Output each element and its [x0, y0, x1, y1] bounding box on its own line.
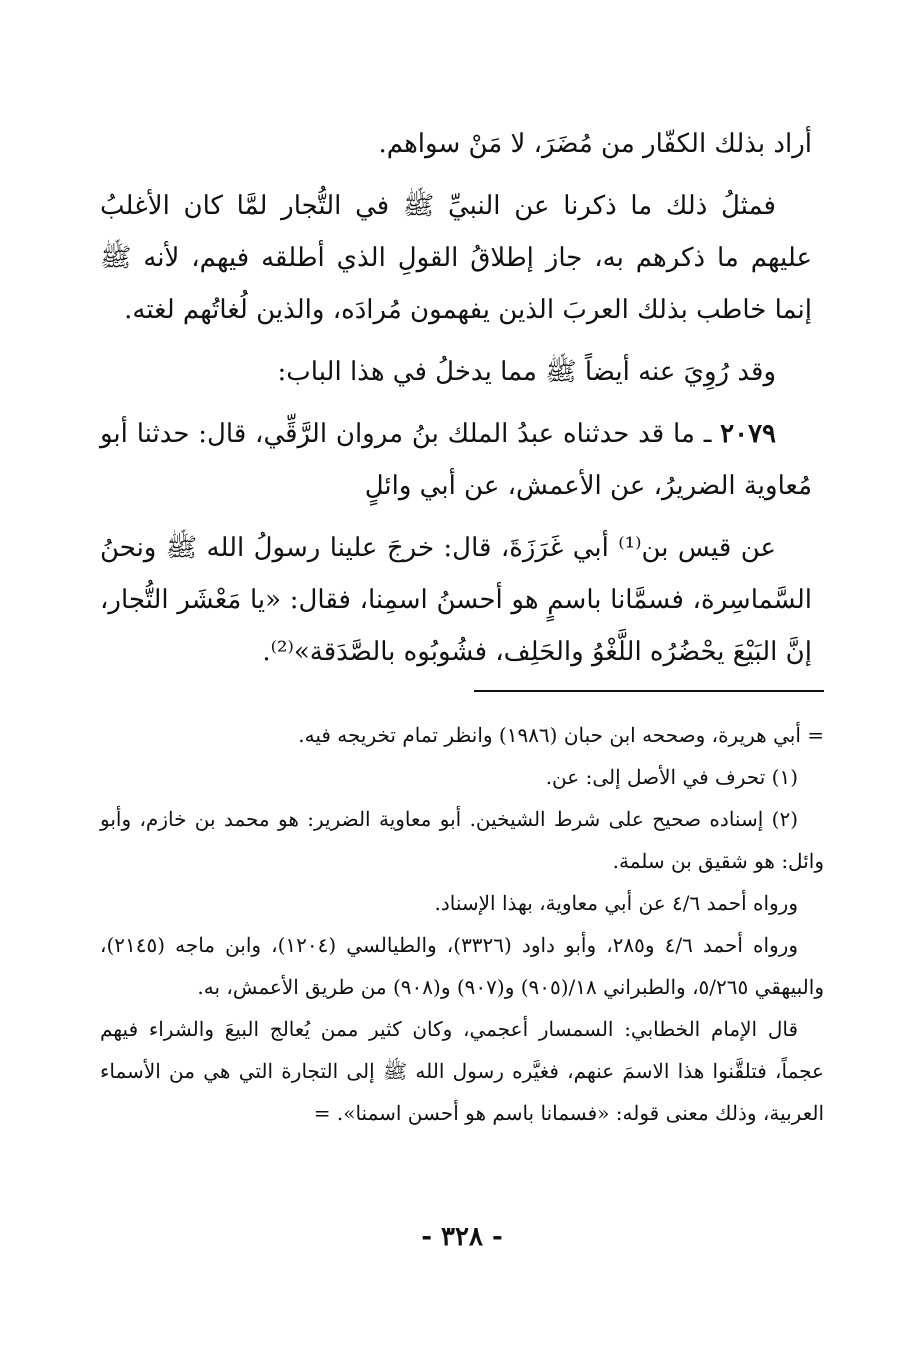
footnotes [100, 714, 824, 1134]
hadith-isnad: ـ ما قد حدثناه عبدُ الملك بنُ مروان الرَّقِّي، قال: حدثنا أبو مُعاوية الضريرُ، عن الأعمش، عن أبي وائلٍ [100, 419, 812, 501]
paragraph-2: فمثلُ ذلك ما ذكرنا عن النبيِّ ﷺ في التُّجار لمَّا كان الأغلبُ عليهم ما ذكرهم به، جاز إطلاقُ القولِ الذي أطلقه فيهم، لأنه ﷺ إنما خاطب بذلك العربَ الذين يفهمون مُرادَه، والذين لُغاتُهم لغته. [100, 191, 812, 325]
main-text [100, 118, 812, 678]
footnote-separator [474, 690, 824, 692]
footnote-2-ref-1: ورواه أحمد ٤/٦ عن أبي معاوية، بهذا الإسناد. [434, 891, 798, 915]
hadith-matn: عن قيس بن⁽¹⁾ أبي غَرَزَةَ، قال: خرجَ علينا رسولُ الله ﷺ ونحنُ السَّماسِرة، فسمَّانا باسمٍ هو أحسنُ اسمِنا، فقال: «يا مَعْشَر التُّجار، إنَّ البَيْعَ يحْضُرُه اللَّغْوُ والحَلِف، فشُوبُوه بالصَّدَقة»⁽²⁾. [100, 533, 812, 667]
footnote-1: (١) تحرف في الأصل إلى: عن. [545, 765, 798, 789]
footnote-2-ref-2: ورواه أحمد ٤/٦ و٢٨٥، وأبو داود (٣٣٢٦)، والطيالسي (١٢٠٤)، وابن ماجه (٢١٤٥)، والبيهقي ٥/٢٦٥، والطبراني ١٨/(٩٠٥) و(٩٠٧) و(٩٠٨) من طريق الأعمش، به. [100, 933, 824, 999]
paragraph-1: أراد بذلك الكفّار من مُضَرَ، لا مَنْ سواهم. [378, 129, 812, 159]
hadith-paragraph [100, 408, 812, 512]
footnote-2: (٢) إسناده صحيح على شرط الشيخين. أبو معاوية الضرير: هو محمد بن خازم، وأبو وائل: هو شقيق بن سلمة. [100, 807, 824, 873]
footnote-continuation: = أبي هريرة، وصححه ابن حبان (١٩٨٦) وانظر تمام تخريجه فيه. [298, 723, 824, 747]
page-number: - ٣٢٨ - [421, 1222, 503, 1252]
paragraph-3: وقد رُوِيَ عنه أيضاً ﷺ مما يدخلُ في هذا الباب: [277, 357, 776, 387]
footnote-2-khattabi: قال الإمام الخطابي: السمسار أعجمي، وكان كثير ممن يُعالج البيعَ والشراء فيهم عجماً، فتلقَّنوا هذا الاسمَ عنهم، فغيَّره رسول الله ﷺ إلى التجارة التي هي من الأسماء العربية، وذلك معنى قوله: «فسمانا باسم هو أحسن اسمنا». = [100, 1017, 824, 1125]
hadith-number: ٢٠٧٩ [720, 419, 777, 449]
